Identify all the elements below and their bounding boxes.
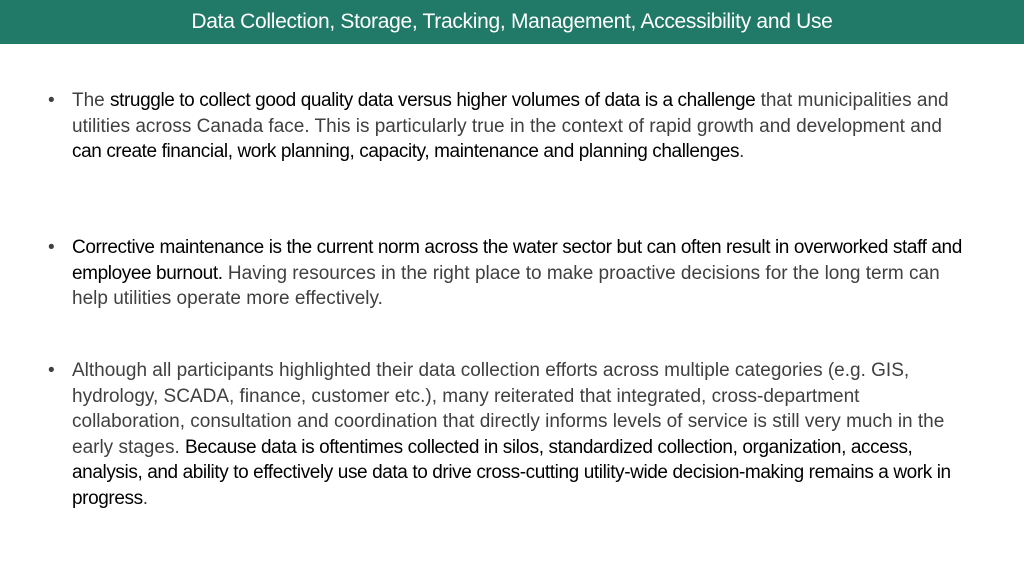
bullet-icon: •	[48, 360, 55, 381]
bullet-item-2	[48, 235, 968, 312]
bullet-2-tail: Having resources in the right place to make proactive decisions for the long term can help utilities operate more effectively.	[72, 262, 940, 309]
bullet-1-emphasis-1: struggle to collect good quality data versus higher volumes of data is a challenge	[110, 90, 756, 111]
bullet-item-3	[48, 358, 968, 511]
slide-header	[0, 0, 1024, 44]
bullet-1-mid: that municipalities and utilities across Canada face. This is particularly true in the context of rapid growth and development and	[72, 90, 949, 137]
bullet-text-3	[72, 358, 968, 511]
bullet-3-emphasis-1: Because data is oftentimes collected in silos, standardized collection, organization, access, analysis, and ability to effectively use data to drive cross-cutting utility-wide decision-making remains a work in progress	[72, 436, 951, 509]
bullet-3-lead: Although all participants highlighted their data collection efforts across multiple categories (e.g. GIS, hydrology, SCADA, finance, customer etc.), many reiterated that integrated, cross-department collaboration, consultation and coordination that directly informs levels of service is still very much in the early stages.	[72, 360, 945, 458]
bullet-3-tail: .	[142, 487, 149, 509]
bullet-1-tail: .	[739, 141, 745, 162]
bullet-2-emphasis-1: Corrective maintenance is the current norm across the water sector but can often result in overworked staff and employee burnout.	[72, 237, 962, 284]
bullet-1-emphasis-2: can create financial, work planning, capacity, maintenance and planning challenges	[72, 141, 740, 162]
bullet-text-2	[72, 235, 968, 312]
bullet-text-1	[72, 88, 968, 165]
bullet-1-lead: The	[72, 90, 111, 111]
bullet-icon: •	[48, 90, 55, 111]
slide-title: Data Collection, Storage, Tracking, Management, Accessibility and Use	[191, 10, 833, 33]
bullet-item-1	[48, 88, 968, 165]
bullet-icon: •	[48, 237, 55, 258]
